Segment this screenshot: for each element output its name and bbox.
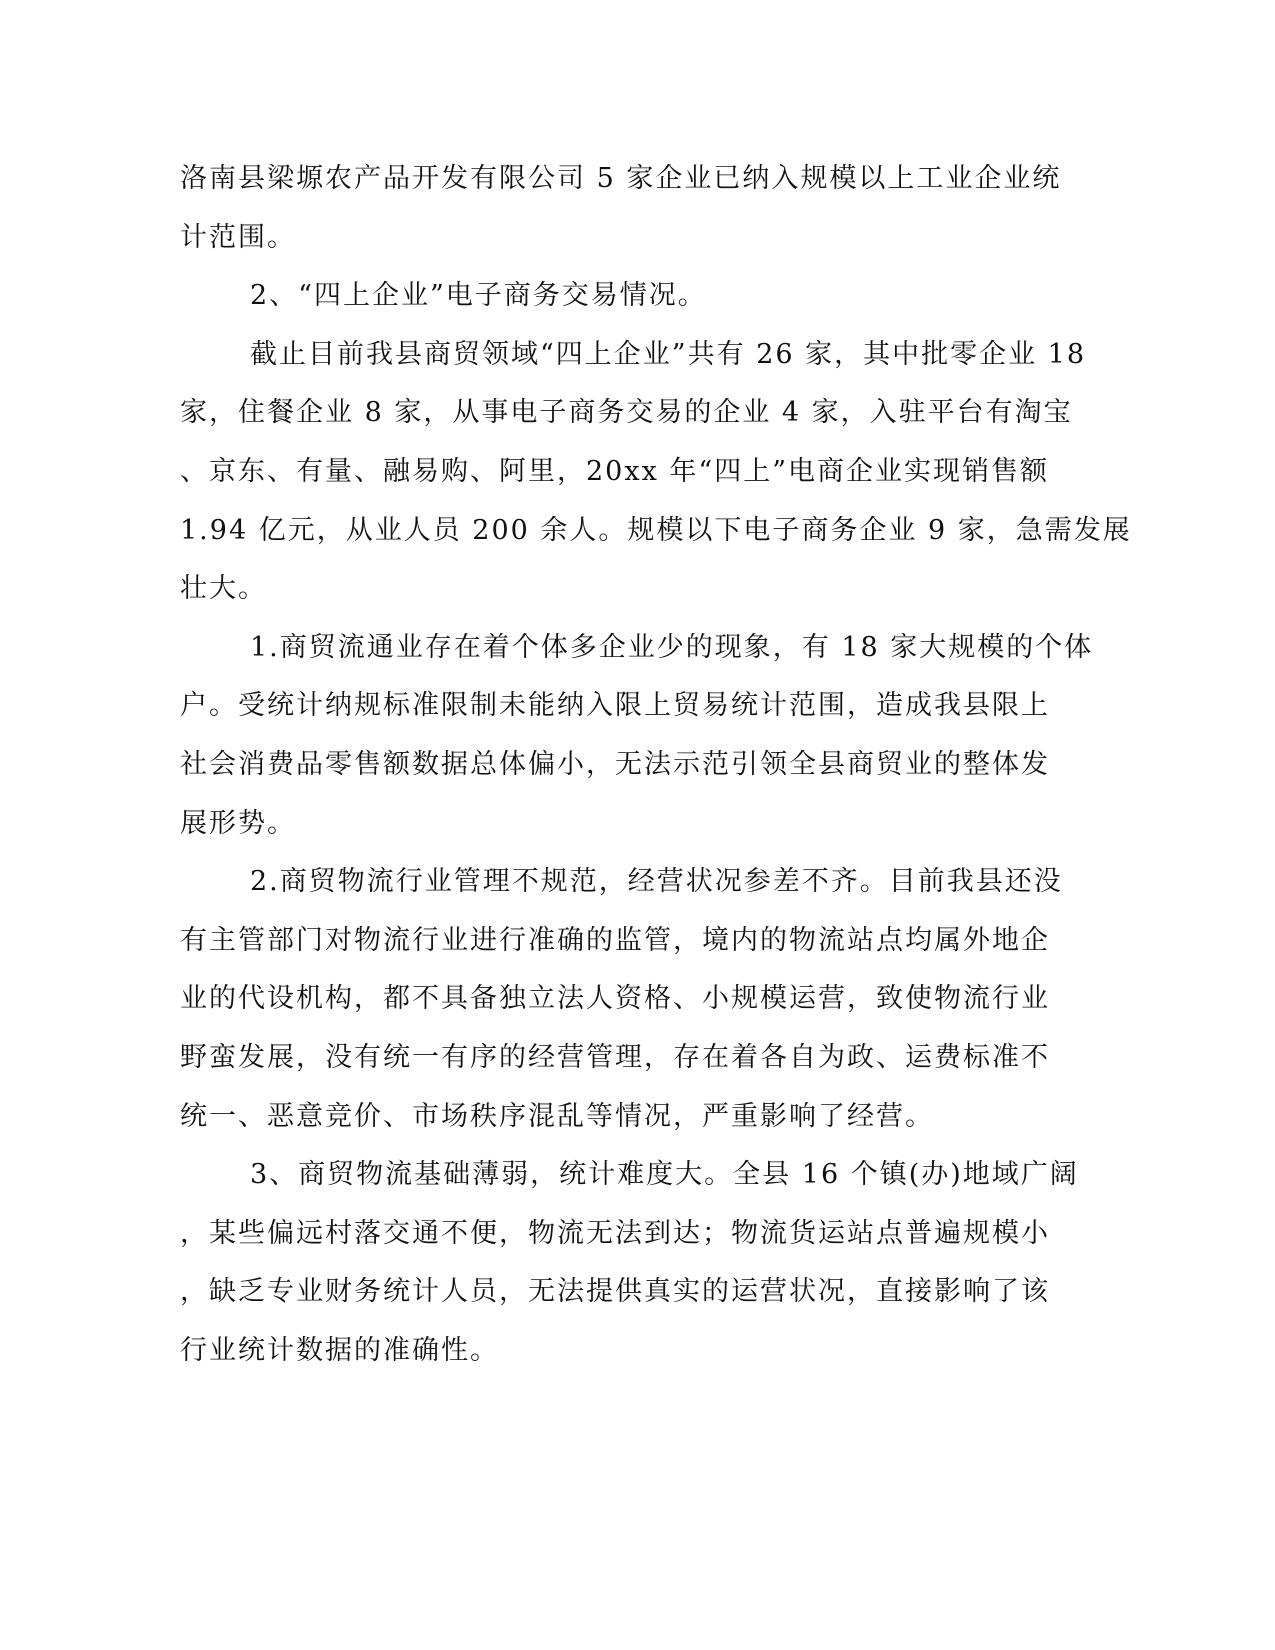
body-line: 家，住餐企业 8 家，从事电子商务交易的企业 4 家，入驻平台有淘宝 [180, 397, 1073, 429]
paragraph-start: 1.商贸流通业存在着个体多企业少的现象，有 18 家大规模的个体 [250, 631, 1094, 663]
body-line: 有主管部门对物流行业进行准确的监管，境内的物流站点均属外地企 [180, 924, 1050, 956]
body-line: 野蛮发展，没有统一有序的经营管理，存在着各自为政、运费标准不 [180, 1041, 1050, 1073]
body-line: 户。受统计纳规标准限制未能纳入限上贸易统计范围，造成我县限上 [180, 690, 1050, 722]
body-line: 计范围。 [180, 221, 296, 253]
body-line: 壮大。 [180, 573, 267, 605]
body-line: 、京东、有量、融易购、阿里，20xx 年“四上”电商企业实现销售额 [180, 455, 1049, 487]
document-body [180, 150, 1132, 1380]
body-line: 统一、恶意竞价、市场秩序混乱等情况，严重影响了经营。 [180, 1100, 934, 1132]
body-line: 业的代设机构，都不具备独立法人资格、小规模运营，致使物流行业 [180, 983, 1050, 1015]
body-line: ，某些偏远村落交通不便，物流无法到达；物流货运站点普遍规模小 [180, 1217, 1050, 1249]
body-line: 行业统计数据的准确性。 [180, 1334, 499, 1366]
paragraph-start: 3、商贸物流基础薄弱，统计难度大。全县 16 个镇(办)地域广阔 [250, 1159, 1079, 1191]
paragraph-start: 2.商贸物流行业管理不规范，经营状况参差不齐。目前我县还没 [250, 866, 1063, 898]
paragraph-start: 截止目前我县商贸领域“四上企业”共有 26 家，其中批零企业 18 [250, 338, 1087, 370]
body-line: ，缺乏专业财务统计人员，无法提供真实的运营状况，直接影响了该 [180, 1276, 1050, 1308]
body-line: 社会消费品零售额数据总体偏小，无法示范引领全县商贸业的整体发 [180, 748, 1050, 780]
body-line: 洛南县梁塬农产品开发有限公司 5 家企业已纳入规模以上工业企业统 [180, 163, 1062, 194]
body-line: 展形势。 [180, 807, 296, 839]
body-line: 1.94 亿元，从业人员 200 余人。规模以下电子商务企业 9 家，急需发展 [180, 514, 1132, 546]
section-heading: 2、“四上企业”电子商务交易情况。 [250, 280, 707, 312]
